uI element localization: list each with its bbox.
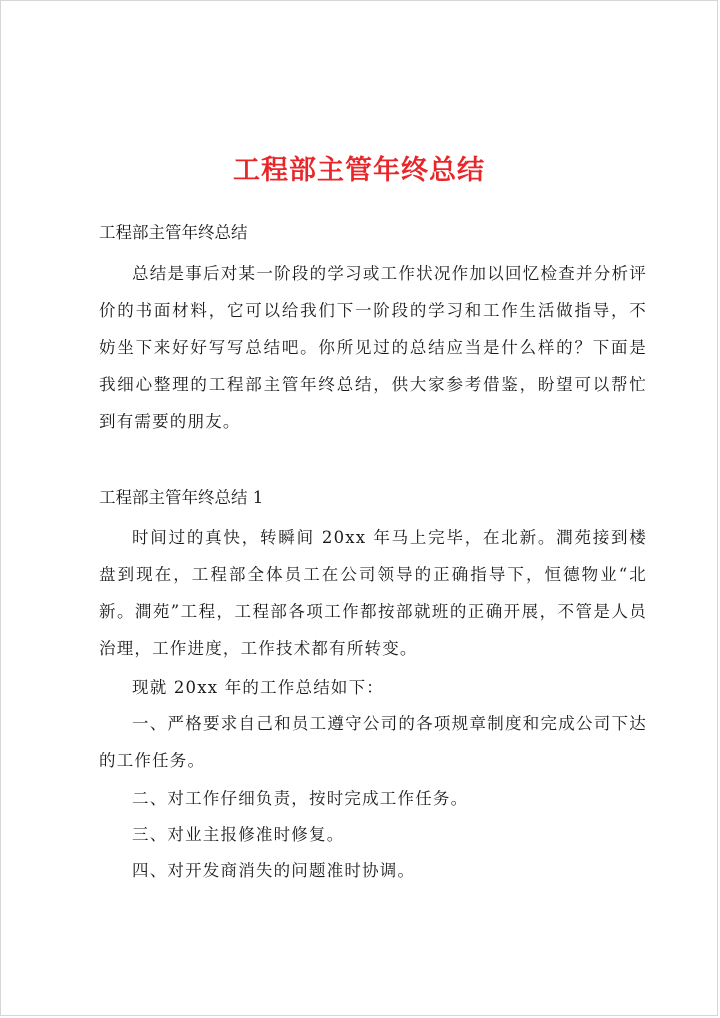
section-paragraph: 时间过的真快，转瞬间 20xx 年马上完毕，在北新。澗苑接到楼盘到现在，工程部全体员工在公司领导的正确指导下，恒德物业“北新。澗苑”工程，工程部各项工作都按部就班的正确开展，不管是人员治理，工作进度，工作技术都有所转变。 xyxy=(99,528,647,658)
section-heading: 工程部主管年终总结 1 xyxy=(99,488,264,507)
summary-intro-line: 现就 20xx 年的工作总结如下： xyxy=(132,678,384,697)
list-item-3: 三、对业主报修准时修复。 xyxy=(132,825,345,844)
document-subtitle: 工程部主管年终总结 xyxy=(99,223,248,242)
list-item-2: 二、对工作仔细负责，按时完成工作任务。 xyxy=(132,789,469,808)
intro-paragraph: 总结是事后对某一阶段的学习或工作状况作加以回忆检查并分析评价的书面材料，它可以给我们下一阶段的学习和工作生活做指导，不妨坐下来好好写写总结吧。你所见过的总结应当是什么样的？下面是我细心整理的工程部主管年终总结，供大家参考借鉴，盼望可以帮忙到有需要的朋友。 xyxy=(99,264,647,431)
document-title: 工程部主管年终总结 xyxy=(233,155,485,186)
list-item-4: 四、对开发商消失的问题准时协调。 xyxy=(132,861,416,880)
list-item-1: 一、严格要求自己和员工遵守公司的各项规章制度和完成公司下达的工作任务。 xyxy=(99,714,647,770)
